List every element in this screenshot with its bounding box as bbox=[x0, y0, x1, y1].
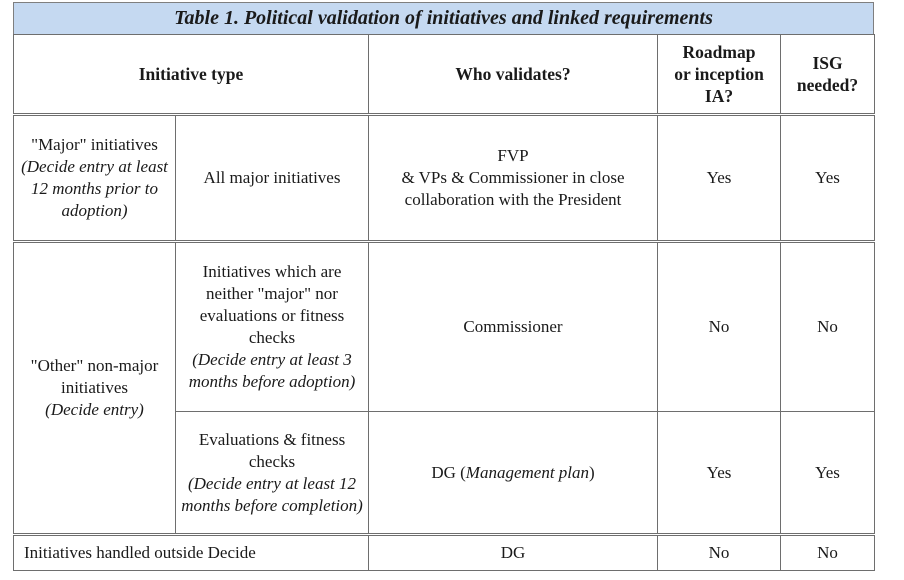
other-sub1-isg: No bbox=[781, 242, 875, 412]
header-initiative-type: Initiative type bbox=[14, 35, 369, 115]
other-sub2-cell bbox=[176, 412, 369, 535]
major-who-line2: & VPs & Commissioner in close collaboration with the President bbox=[401, 168, 625, 209]
major-category-note: (Decide entry at least 12 months prior to adoption) bbox=[21, 157, 168, 220]
header-roadmap bbox=[658, 35, 781, 115]
other-category-cell bbox=[14, 242, 176, 535]
major-category: "Major" initiatives bbox=[31, 135, 158, 154]
other-sub2-who-prefix: DG ( bbox=[431, 462, 466, 482]
header-row bbox=[14, 35, 875, 115]
table-row-other-1 bbox=[14, 242, 875, 412]
other-category: "Other" non-major initiatives bbox=[30, 356, 159, 397]
validation-table bbox=[13, 34, 875, 571]
other-sub2-subtype: Evaluations & fitness checks bbox=[198, 429, 346, 471]
other-sub2-who-suffix: ) bbox=[589, 462, 595, 482]
header-roadmap-line3: IA? bbox=[704, 86, 734, 106]
other-sub2-who bbox=[369, 412, 658, 535]
table-caption: Table 1. Political validation of initiatives and linked requirements bbox=[13, 2, 874, 34]
other-sub2-note: (Decide entry at least 12 months before completion) bbox=[181, 473, 363, 515]
other-sub1-who: Commissioner bbox=[369, 242, 658, 412]
header-isg-line2: needed? bbox=[796, 75, 859, 95]
header-roadmap-line2: or inception bbox=[674, 64, 764, 84]
other-sub1-roadmap: No bbox=[658, 242, 781, 412]
header-roadmap-line1: Roadmap bbox=[682, 42, 756, 62]
outside-roadmap: No bbox=[658, 535, 781, 571]
header-isg bbox=[781, 35, 875, 115]
table-container bbox=[13, 2, 874, 571]
table-row-major bbox=[14, 115, 875, 242]
header-who-validates: Who validates? bbox=[369, 35, 658, 115]
outside-isg: No bbox=[781, 535, 875, 571]
major-roadmap: Yes bbox=[658, 115, 781, 242]
major-who-cell bbox=[369, 115, 658, 242]
outside-label: Initiatives handled outside Decide bbox=[14, 535, 369, 571]
other-sub1-subtype: Initiatives which are neither "major" nor evaluations or fitness checks bbox=[199, 262, 345, 347]
major-isg: Yes bbox=[781, 115, 875, 242]
major-category-cell bbox=[14, 115, 176, 242]
table-row-outside bbox=[14, 535, 875, 571]
major-subtype: All major initiatives bbox=[176, 115, 369, 242]
header-isg-line1: ISG bbox=[812, 53, 843, 73]
other-category-note: (Decide entry) bbox=[45, 400, 144, 419]
outside-who: DG bbox=[369, 535, 658, 571]
major-who-line1: FVP bbox=[497, 146, 529, 165]
other-sub1-note: (Decide entry at least 3 months before adoption) bbox=[188, 350, 356, 391]
other-sub1-cell bbox=[176, 242, 369, 412]
other-sub2-who-italic: Management plan bbox=[465, 462, 590, 482]
other-sub2-isg: Yes bbox=[781, 412, 875, 535]
other-sub2-roadmap: Yes bbox=[658, 412, 781, 535]
